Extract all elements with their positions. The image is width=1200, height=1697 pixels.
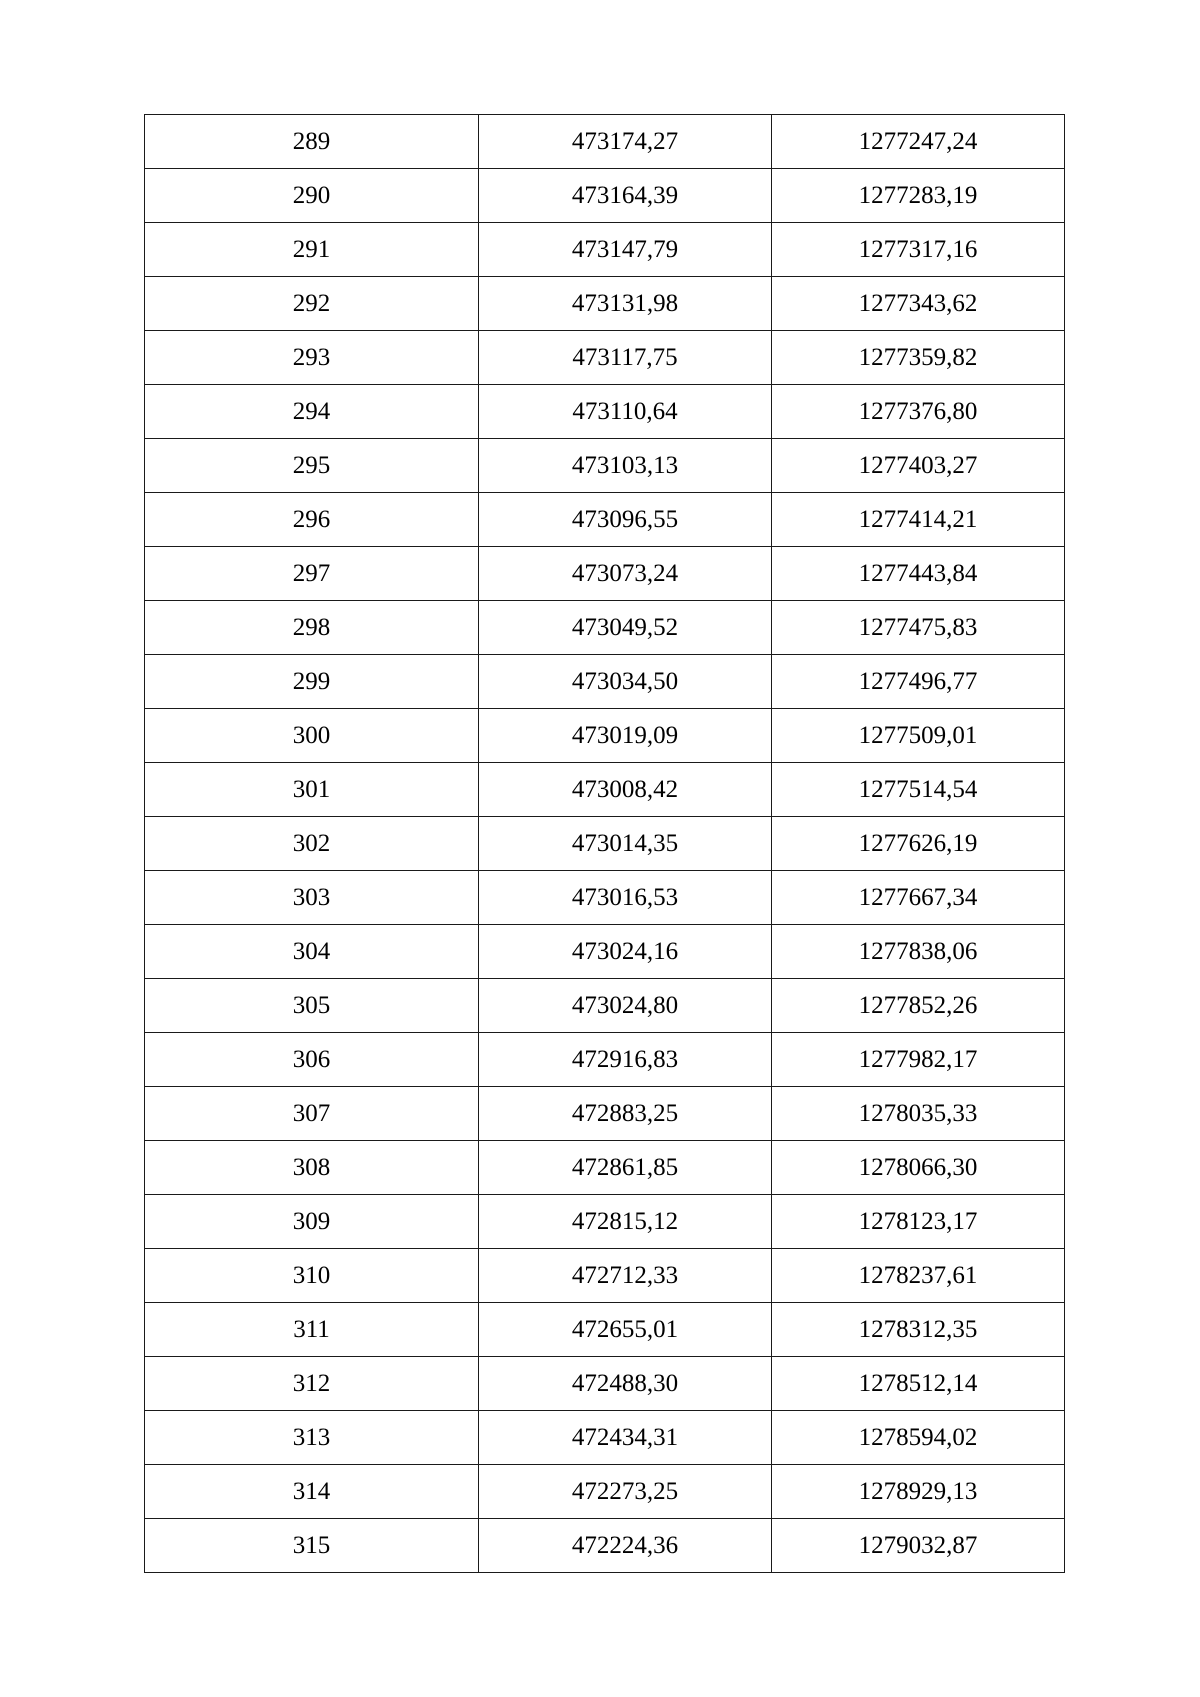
table-row bbox=[145, 169, 1065, 223]
table-row bbox=[145, 331, 1065, 385]
x-coordinate-cell: 473110,64 bbox=[479, 385, 772, 439]
point-number-cell: 305 bbox=[145, 979, 479, 1033]
point-number-cell: 292 bbox=[145, 277, 479, 331]
x-coordinate-cell: 473016,53 bbox=[479, 871, 772, 925]
point-number-cell: 313 bbox=[145, 1411, 479, 1465]
table-row bbox=[145, 547, 1065, 601]
table-row bbox=[145, 1519, 1065, 1573]
coordinates-table-body bbox=[145, 115, 1065, 1573]
y-coordinate-cell: 1277626,19 bbox=[772, 817, 1065, 871]
point-number-cell: 299 bbox=[145, 655, 479, 709]
y-coordinate-cell: 1278512,14 bbox=[772, 1357, 1065, 1411]
x-coordinate-cell: 473103,13 bbox=[479, 439, 772, 493]
table-row bbox=[145, 1141, 1065, 1195]
x-coordinate-cell: 472861,85 bbox=[479, 1141, 772, 1195]
y-coordinate-cell: 1277838,06 bbox=[772, 925, 1065, 979]
x-coordinate-cell: 473049,52 bbox=[479, 601, 772, 655]
table-row bbox=[145, 1087, 1065, 1141]
x-coordinate-cell: 473164,39 bbox=[479, 169, 772, 223]
x-coordinate-cell: 472815,12 bbox=[479, 1195, 772, 1249]
table-row bbox=[145, 709, 1065, 763]
point-number-cell: 306 bbox=[145, 1033, 479, 1087]
x-coordinate-cell: 472488,30 bbox=[479, 1357, 772, 1411]
x-coordinate-cell: 473024,16 bbox=[479, 925, 772, 979]
table-row bbox=[145, 817, 1065, 871]
y-coordinate-cell: 1277376,80 bbox=[772, 385, 1065, 439]
y-coordinate-cell: 1277509,01 bbox=[772, 709, 1065, 763]
table-row bbox=[145, 277, 1065, 331]
point-number-cell: 312 bbox=[145, 1357, 479, 1411]
point-number-cell: 290 bbox=[145, 169, 479, 223]
y-coordinate-cell: 1277982,17 bbox=[772, 1033, 1065, 1087]
table-row bbox=[145, 1249, 1065, 1303]
x-coordinate-cell: 473034,50 bbox=[479, 655, 772, 709]
y-coordinate-cell: 1277443,84 bbox=[772, 547, 1065, 601]
x-coordinate-cell: 473014,35 bbox=[479, 817, 772, 871]
point-number-cell: 303 bbox=[145, 871, 479, 925]
x-coordinate-cell: 473019,09 bbox=[479, 709, 772, 763]
y-coordinate-cell: 1278237,61 bbox=[772, 1249, 1065, 1303]
point-number-cell: 311 bbox=[145, 1303, 479, 1357]
table-row bbox=[145, 1357, 1065, 1411]
point-number-cell: 315 bbox=[145, 1519, 479, 1573]
x-coordinate-cell: 473117,75 bbox=[479, 331, 772, 385]
y-coordinate-cell: 1278123,17 bbox=[772, 1195, 1065, 1249]
y-coordinate-cell: 1278066,30 bbox=[772, 1141, 1065, 1195]
table-row bbox=[145, 439, 1065, 493]
table-row bbox=[145, 1195, 1065, 1249]
y-coordinate-cell: 1278929,13 bbox=[772, 1465, 1065, 1519]
point-number-cell: 295 bbox=[145, 439, 479, 493]
coordinates-table bbox=[144, 114, 1065, 1573]
point-number-cell: 296 bbox=[145, 493, 479, 547]
x-coordinate-cell: 472712,33 bbox=[479, 1249, 772, 1303]
point-number-cell: 314 bbox=[145, 1465, 479, 1519]
table-row bbox=[145, 223, 1065, 277]
y-coordinate-cell: 1277343,62 bbox=[772, 277, 1065, 331]
x-coordinate-cell: 472916,83 bbox=[479, 1033, 772, 1087]
x-coordinate-cell: 472224,36 bbox=[479, 1519, 772, 1573]
y-coordinate-cell: 1277359,82 bbox=[772, 331, 1065, 385]
x-coordinate-cell: 472434,31 bbox=[479, 1411, 772, 1465]
table-row bbox=[145, 871, 1065, 925]
point-number-cell: 297 bbox=[145, 547, 479, 601]
point-number-cell: 301 bbox=[145, 763, 479, 817]
point-number-cell: 291 bbox=[145, 223, 479, 277]
y-coordinate-cell: 1277475,83 bbox=[772, 601, 1065, 655]
table-row bbox=[145, 979, 1065, 1033]
y-coordinate-cell: 1279032,87 bbox=[772, 1519, 1065, 1573]
y-coordinate-cell: 1277496,77 bbox=[772, 655, 1065, 709]
y-coordinate-cell: 1278594,02 bbox=[772, 1411, 1065, 1465]
x-coordinate-cell: 473131,98 bbox=[479, 277, 772, 331]
x-coordinate-cell: 473073,24 bbox=[479, 547, 772, 601]
point-number-cell: 307 bbox=[145, 1087, 479, 1141]
table-row bbox=[145, 655, 1065, 709]
y-coordinate-cell: 1277403,27 bbox=[772, 439, 1065, 493]
table-row bbox=[145, 1303, 1065, 1357]
x-coordinate-cell: 473147,79 bbox=[479, 223, 772, 277]
point-number-cell: 304 bbox=[145, 925, 479, 979]
point-number-cell: 309 bbox=[145, 1195, 479, 1249]
x-coordinate-cell: 473174,27 bbox=[479, 115, 772, 169]
point-number-cell: 298 bbox=[145, 601, 479, 655]
point-number-cell: 310 bbox=[145, 1249, 479, 1303]
point-number-cell: 289 bbox=[145, 115, 479, 169]
point-number-cell: 300 bbox=[145, 709, 479, 763]
y-coordinate-cell: 1278312,35 bbox=[772, 1303, 1065, 1357]
table-row bbox=[145, 1411, 1065, 1465]
point-number-cell: 293 bbox=[145, 331, 479, 385]
y-coordinate-cell: 1277414,21 bbox=[772, 493, 1065, 547]
y-coordinate-cell: 1277283,19 bbox=[772, 169, 1065, 223]
table-row bbox=[145, 1465, 1065, 1519]
x-coordinate-cell: 473096,55 bbox=[479, 493, 772, 547]
table-row bbox=[145, 115, 1065, 169]
point-number-cell: 308 bbox=[145, 1141, 479, 1195]
y-coordinate-cell: 1277667,34 bbox=[772, 871, 1065, 925]
table-row bbox=[145, 1033, 1065, 1087]
table-row bbox=[145, 385, 1065, 439]
x-coordinate-cell: 472273,25 bbox=[479, 1465, 772, 1519]
x-coordinate-cell: 472883,25 bbox=[479, 1087, 772, 1141]
table-row bbox=[145, 493, 1065, 547]
table-row bbox=[145, 925, 1065, 979]
x-coordinate-cell: 473008,42 bbox=[479, 763, 772, 817]
y-coordinate-cell: 1277514,54 bbox=[772, 763, 1065, 817]
table-row bbox=[145, 601, 1065, 655]
table-row bbox=[145, 763, 1065, 817]
x-coordinate-cell: 472655,01 bbox=[479, 1303, 772, 1357]
y-coordinate-cell: 1277317,16 bbox=[772, 223, 1065, 277]
y-coordinate-cell: 1277247,24 bbox=[772, 115, 1065, 169]
point-number-cell: 302 bbox=[145, 817, 479, 871]
y-coordinate-cell: 1278035,33 bbox=[772, 1087, 1065, 1141]
x-coordinate-cell: 473024,80 bbox=[479, 979, 772, 1033]
y-coordinate-cell: 1277852,26 bbox=[772, 979, 1065, 1033]
point-number-cell: 294 bbox=[145, 385, 479, 439]
